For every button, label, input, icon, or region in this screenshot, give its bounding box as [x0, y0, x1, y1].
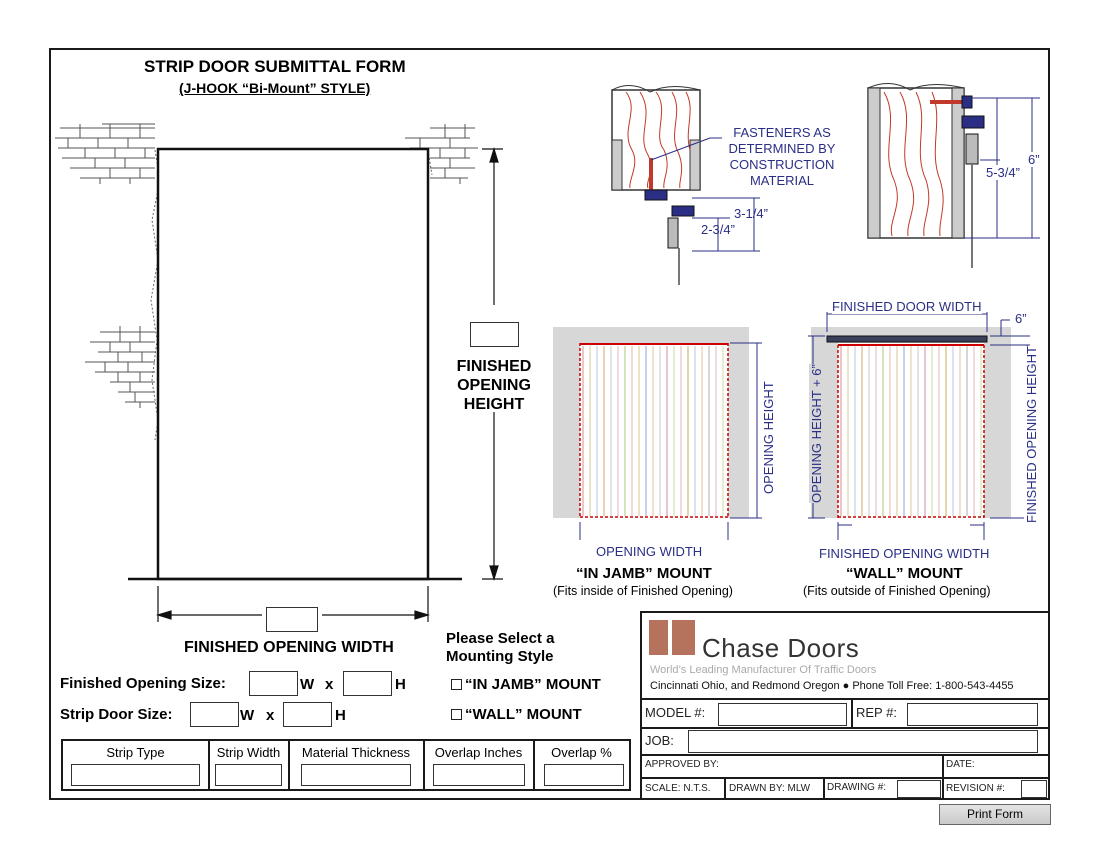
- h-label-2: H: [335, 707, 346, 724]
- in-jamb-checkbox[interactable]: [451, 679, 462, 690]
- drawn-by-label: DRAWN BY: MLW: [729, 783, 811, 794]
- x-label-2: x: [266, 707, 275, 724]
- rep-field[interactable]: [907, 703, 1038, 726]
- approved-by-label: APPROVED BY:: [645, 759, 719, 770]
- wall-mount-title: “WALL” MOUNT: [846, 565, 963, 582]
- header-material-thickness: Material Thickness: [301, 745, 411, 760]
- spec-table: [61, 739, 631, 791]
- drawing-number-field[interactable]: [897, 780, 941, 798]
- jamb-detail-left: [612, 85, 700, 285]
- wall-detail-right: [868, 83, 984, 268]
- job-label: JOB:: [645, 733, 674, 748]
- mount-diagrams: [540, 300, 1040, 540]
- in-jamb-option[interactable]: “IN JAMB” MOUNT: [451, 676, 601, 693]
- wall-option[interactable]: “WALL” MOUNT: [451, 706, 582, 723]
- strip-door-size-label: Strip Door Size:: [60, 706, 173, 723]
- in-jamb-opening: [580, 343, 728, 518]
- w-label: W: [300, 676, 315, 693]
- dim-5-3-4: 5-3/4”: [986, 165, 1020, 180]
- header-overlap-inches: Overlap Inches: [434, 745, 523, 760]
- form-title: STRIP DOOR SUBMITTAL FORM: [144, 57, 406, 76]
- strip-door-height-field[interactable]: [283, 702, 332, 727]
- w-label-2: W: [240, 707, 255, 724]
- date-label: DATE:: [946, 759, 975, 770]
- finished-opening-size-label: Finished Opening Size:: [60, 675, 226, 692]
- in-jamb-mount-title: “IN JAMB” MOUNT: [576, 565, 712, 582]
- in-jamb-strips: [583, 346, 723, 516]
- model-field[interactable]: [718, 703, 847, 726]
- form-subtitle: (J-HOOK “Bi-Mount” STYLE): [179, 80, 371, 96]
- overlap-percent-field[interactable]: [544, 764, 624, 786]
- dim-6-small: 6”: [1015, 311, 1027, 326]
- mounting-style-prompt: Please Select a Mounting Style: [446, 630, 555, 665]
- company-contact: Cincinnati Ohio, and Redmond Oregon ● Phone Toll Free: 1-800-543-4455: [650, 680, 1014, 692]
- material-thickness-field[interactable]: [301, 764, 411, 786]
- overlap-inches-field[interactable]: [433, 764, 525, 786]
- finished-door-width-label: FINISHED DOOR WIDTH: [832, 299, 982, 314]
- scale-label: SCALE: N.T.S.: [645, 783, 711, 794]
- company-name: Chase Doors: [702, 633, 860, 663]
- finished-opening-height-label: FINISHED OPENING HEIGHT: [456, 358, 532, 413]
- finished-opening-height-label-right: FINISHED OPENING HEIGHT: [1024, 346, 1039, 523]
- finished-opening-width-label: FINISHED OPENING WIDTH: [184, 639, 394, 656]
- in-jamb-opening-height-label: OPENING HEIGHT: [761, 381, 776, 494]
- in-jamb-opening-width-label: OPENING WIDTH: [596, 544, 703, 559]
- job-field[interactable]: [688, 730, 1038, 753]
- wall-mount-caption: (Fits outside of Finished Opening): [803, 584, 991, 598]
- model-label: MODEL #:: [645, 705, 706, 720]
- opening-height-plus-6-label: OPENING HEIGHT + 6”: [809, 364, 824, 503]
- h-label: H: [395, 676, 406, 693]
- wall-mount-header: [827, 336, 987, 342]
- print-form-button[interactable]: Print Form: [939, 804, 1051, 825]
- dim-2-3-4: 2-3/4”: [701, 222, 735, 237]
- dim-3-1-4: 3-1/4”: [734, 206, 768, 221]
- x-label: x: [325, 676, 334, 693]
- in-jamb-mount-caption: (Fits inside of Finished Opening): [553, 584, 733, 598]
- revision-label: REVISION #:: [946, 783, 1005, 794]
- header-strip-type: Strip Type: [106, 745, 165, 760]
- finished-opening-height-field[interactable]: [343, 671, 392, 696]
- strip-width-field[interactable]: [215, 764, 282, 786]
- wall-mount-strips: [841, 346, 981, 516]
- dim-6: 6”: [1028, 152, 1040, 167]
- header-strip-width: Strip Width: [216, 745, 281, 760]
- logo-block-right: [672, 620, 695, 655]
- rep-label: REP #:: [856, 705, 897, 720]
- drawing-number-label: DRAWING #:: [827, 782, 887, 793]
- strip-door-width-field[interactable]: [190, 702, 239, 727]
- finished-opening-width-field[interactable]: [249, 671, 298, 696]
- fasteners-note: FASTENERS AS DETERMINED BY CONSTRUCTION MATERIAL: [728, 125, 836, 188]
- revision-field[interactable]: [1021, 780, 1047, 798]
- wall-checkbox[interactable]: [451, 709, 462, 720]
- strip-type-field[interactable]: [71, 764, 200, 786]
- header-overlap-percent: Overlap %: [551, 745, 612, 760]
- wall-finished-opening-width-label: FINISHED OPENING WIDTH: [819, 546, 990, 561]
- company-tagline: World’s Leading Manufacturer Of Traffic Doors: [650, 664, 877, 676]
- logo-block-left: [649, 620, 668, 655]
